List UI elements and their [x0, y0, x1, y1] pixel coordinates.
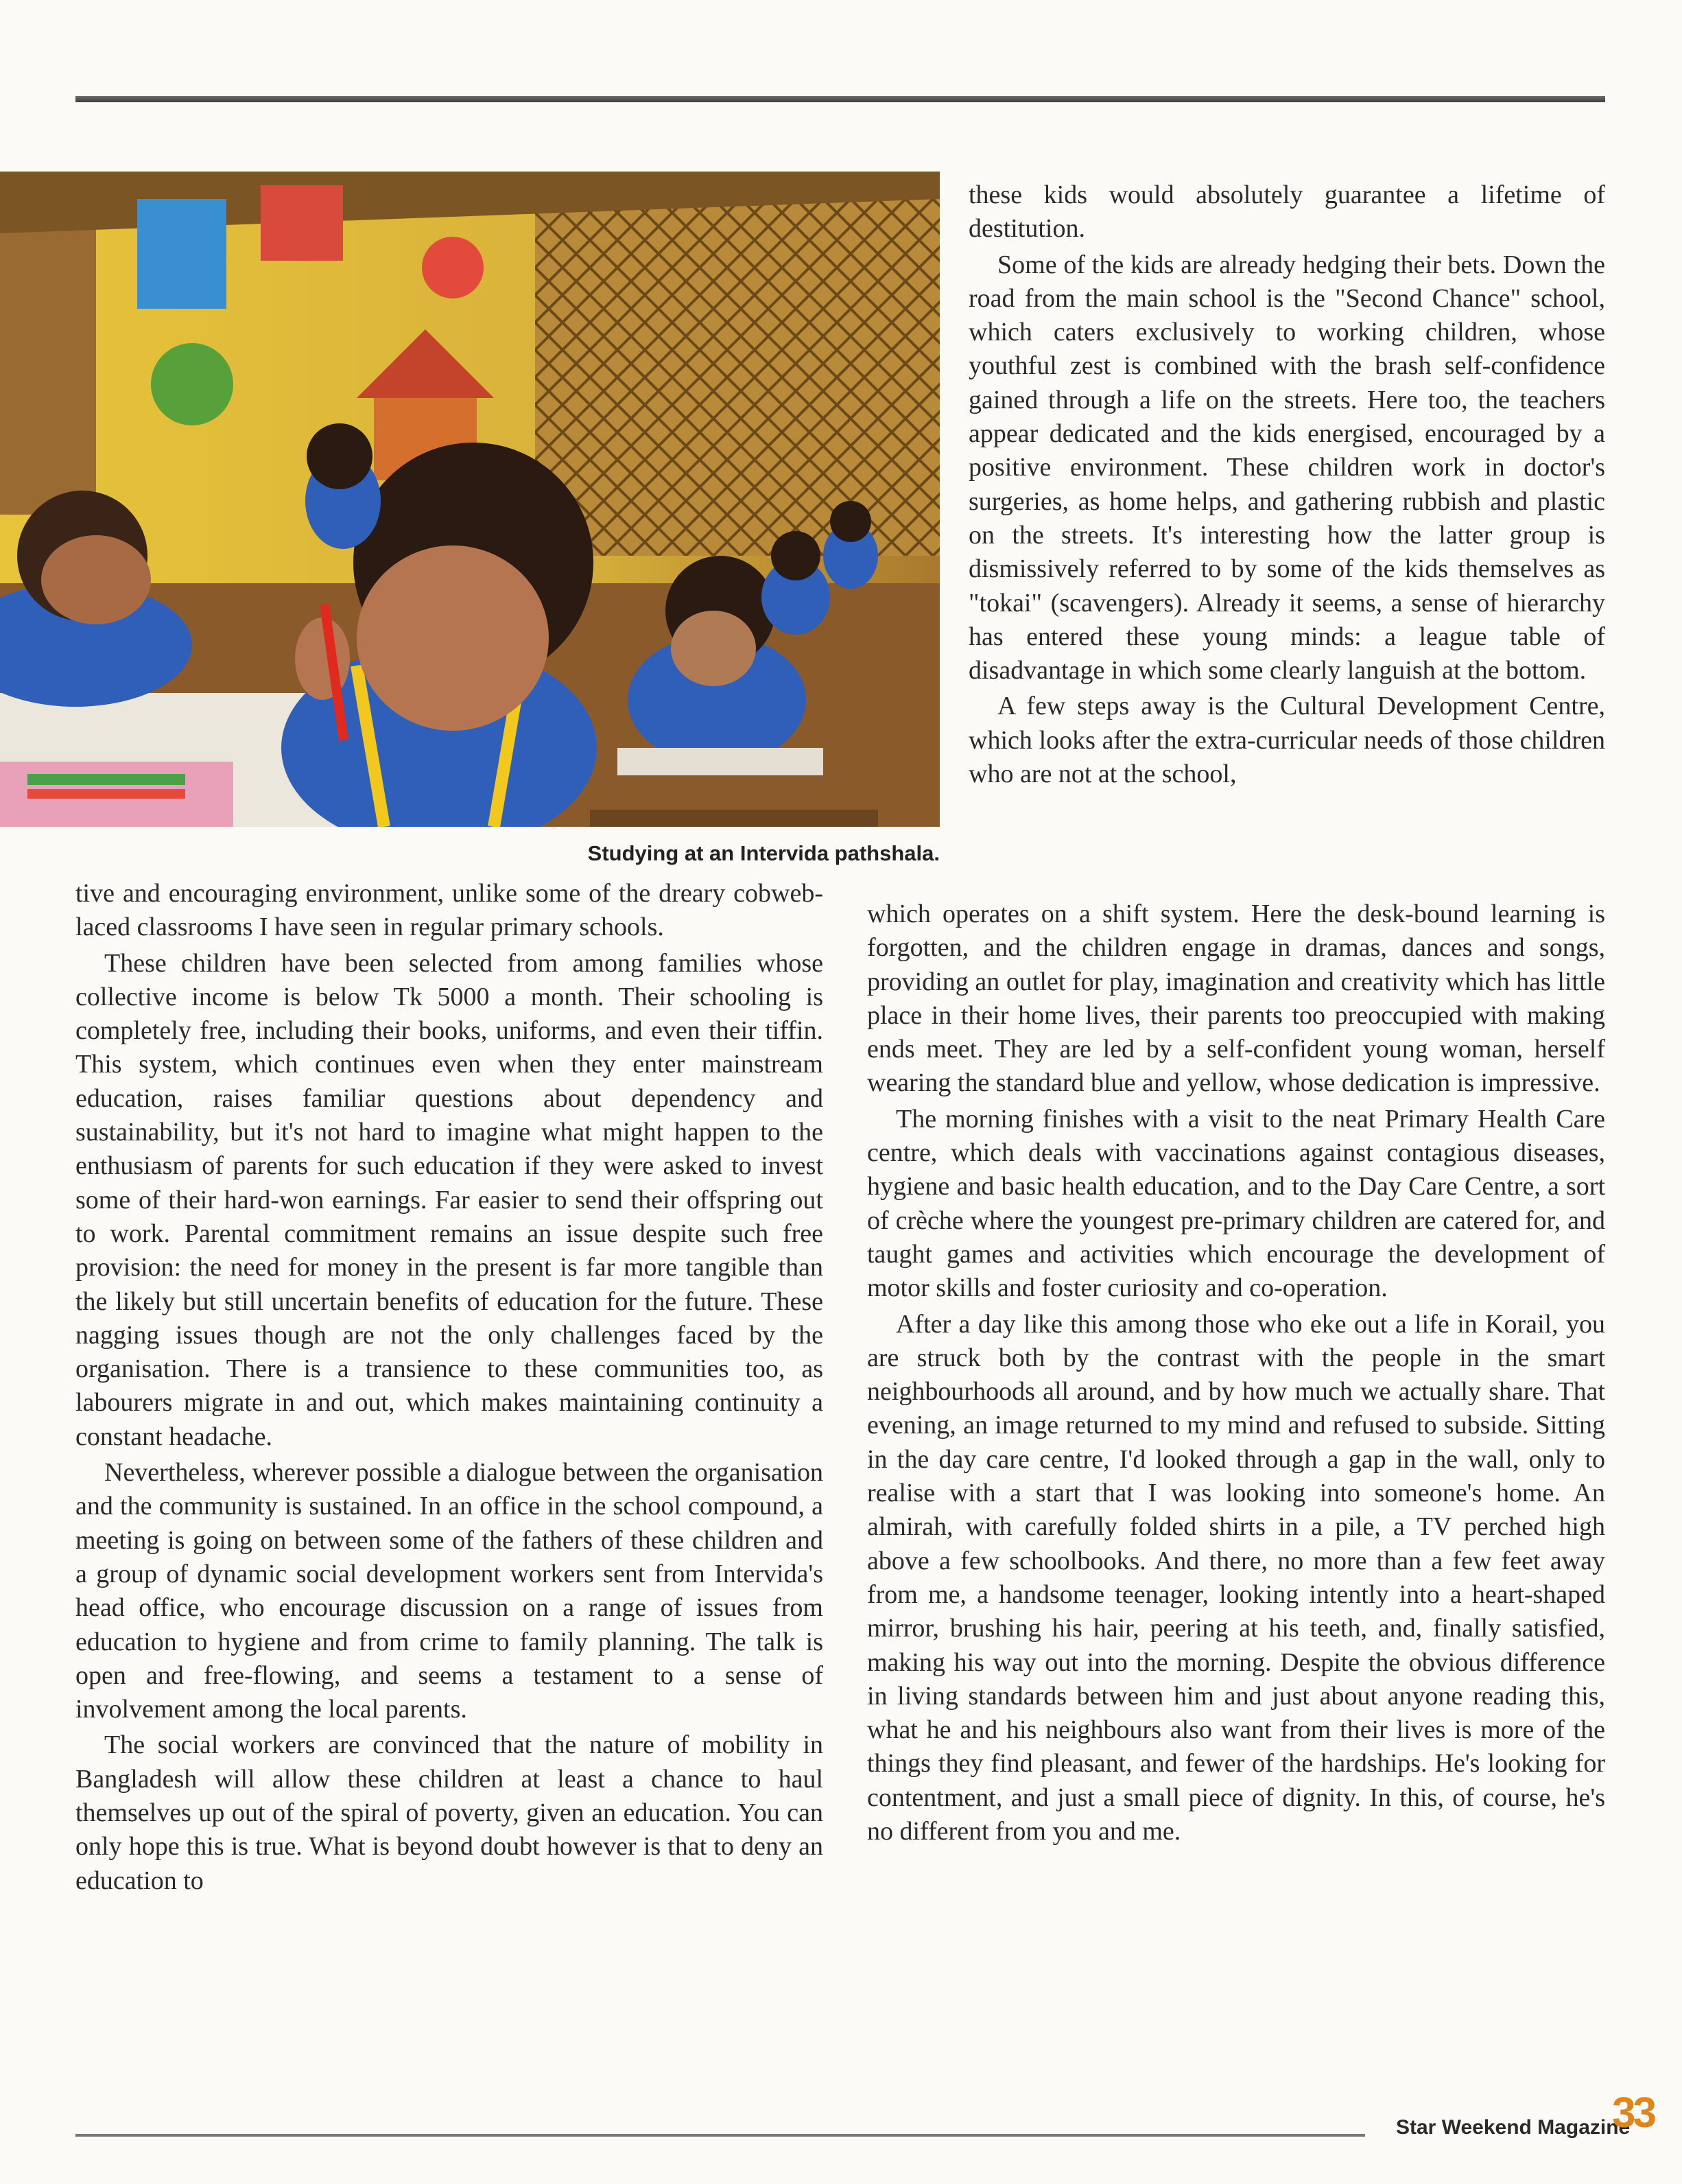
paragraph: these kids would absolutely guarantee a lifetime of destitution. — [969, 180, 1605, 244]
article-column-right — [867, 897, 1605, 1848]
top-rule — [75, 96, 1605, 102]
article-column-left — [75, 877, 823, 1898]
page-number: 33 — [1612, 2089, 1654, 2137]
classroom-photo — [0, 172, 940, 827]
paragraph: After a day like this among those who eke out a life in Korail, you are struck both by the contrast with the people in the smart neighbourhoods all around, and by how much we actually share. That evening, an image returned to my mind and refused to subside. Sitting in the day care centre, I'd looked through a gap in the wall, only to realise with a start that I was looking into someone's home. An almirah, with carefully folded shirts in a pile, a TV perched high above a few schoolbooks. And there, no more than a few feet away from me, a handsome teenager, looking intently into a heart-shaped mirror, brushing his hair, peering at his teeth, and, finally satisfied, making his way out into the morning. Despite the obvious difference in living standards between him and just about anyone reading this, what he and his neighbours also want from their lives is more of the things they find pleasant, and fewer of the hardships. He's looking for contentment, and just a small piece of dignity. In this, of course, he's no different from you and me. — [867, 1309, 1605, 1846]
paragraph: tive and encouraging environment, unlike some of the dreary cobweb-laced classrooms I have seen in regular primary schools. — [75, 879, 823, 942]
footer-rule — [75, 2134, 1365, 2137]
paragraph: These children have been selected from among families whose collective income is below Tk 5000 a month. Their schooling is completely free, including their books, uniforms, and even their tiffin. This system, which continues even when they enter mainstream education, raises familiar questions about dependency and sustainability, but it's not hard to imagine what might happen to the enthusiasm of parents for such education if they were asked to invest some of their hard-won earnings. Far easier to send their offspring out to work. Parental commitment remains an issue despite such free provision: the need for money in the present is far more tangible than the likely but still uncertain benefits of education for the future. These nagging issues though are not the only challenges faced by the organisation. There is a transience to these communities too, as labourers migrate in and out, which makes maintaining continuity a constant headache. — [75, 948, 823, 1451]
photo-caption: Studying at an Intervida pathshala. — [587, 841, 940, 865]
paragraph: The social workers are convinced that the nature of mobility in Bangladesh will allow these children at least a chance to haul themselves up out of the spiral of poverty, given an education. You can only hope this is true. What is beyond doubt however is that to deny an education to — [75, 1730, 823, 1895]
paragraph: Some of the kids are already hedging their bets. Down the road from the main school is the "Second Chance" school, which caters exclusively to working children, whose youthful zest is combined with the brash self-confidence gained through a life on the streets. Here too, the teachers appear dedicated and the kids energised, encouraged by a positive environment. These children work in doctor's surgeries, as home helps, and gathering rubbish and plastic on the streets. It's interesting how the latter group is dismissively referred to by some of the kids themselves as "tokai" (scavengers). Already it seems, a sense of hierarchy has entered these young minds: a league table of disadvantage in which some clearly languish at the bottom. — [969, 250, 1605, 685]
paragraph: A few steps away is the Cultural Development Centre, which looks after the extra-curricular needs of those children who are not at the school, — [969, 692, 1605, 789]
paragraph: which operates on a shift system. Here the desk-bound learning is forgotten, and the children engage in dramas, dances and songs, providing an outlet for play, imagination and creativity which has little place in their home lives, their parents too preoccupied with making ends meet. They are led by a self-confident young woman, herself wearing the standard blue and yellow, whose dedication is impressive. — [867, 900, 1605, 1098]
paragraph: Nevertheless, wherever possible a dialogue between the organisation and the community is sustained. In an office in the school compound, a meeting is going on between some of the fathers of these children and a group of dynamic social development workers sent from Intervida's head office, who encourage discussion on a range of issues from education to hygiene and from crime to family planning. The talk is open and free-flowing, and seems a testament to a sense of involvement among the local parents. — [75, 1458, 823, 1724]
magazine-title: Star Weekend Magazine — [1396, 2116, 1631, 2139]
article-column-top-right — [969, 178, 1605, 791]
paragraph: The morning finishes with a visit to the neat Primary Health Care centre, which deals with vaccinations against contagious diseases, hygiene and basic health education, and to the Day Care Centre, a sort of crèche where the youngest pre-primary children are catered for, and taught games and activities which encourage the development of motor skills and foster curiosity and co-operation. — [867, 1104, 1605, 1303]
